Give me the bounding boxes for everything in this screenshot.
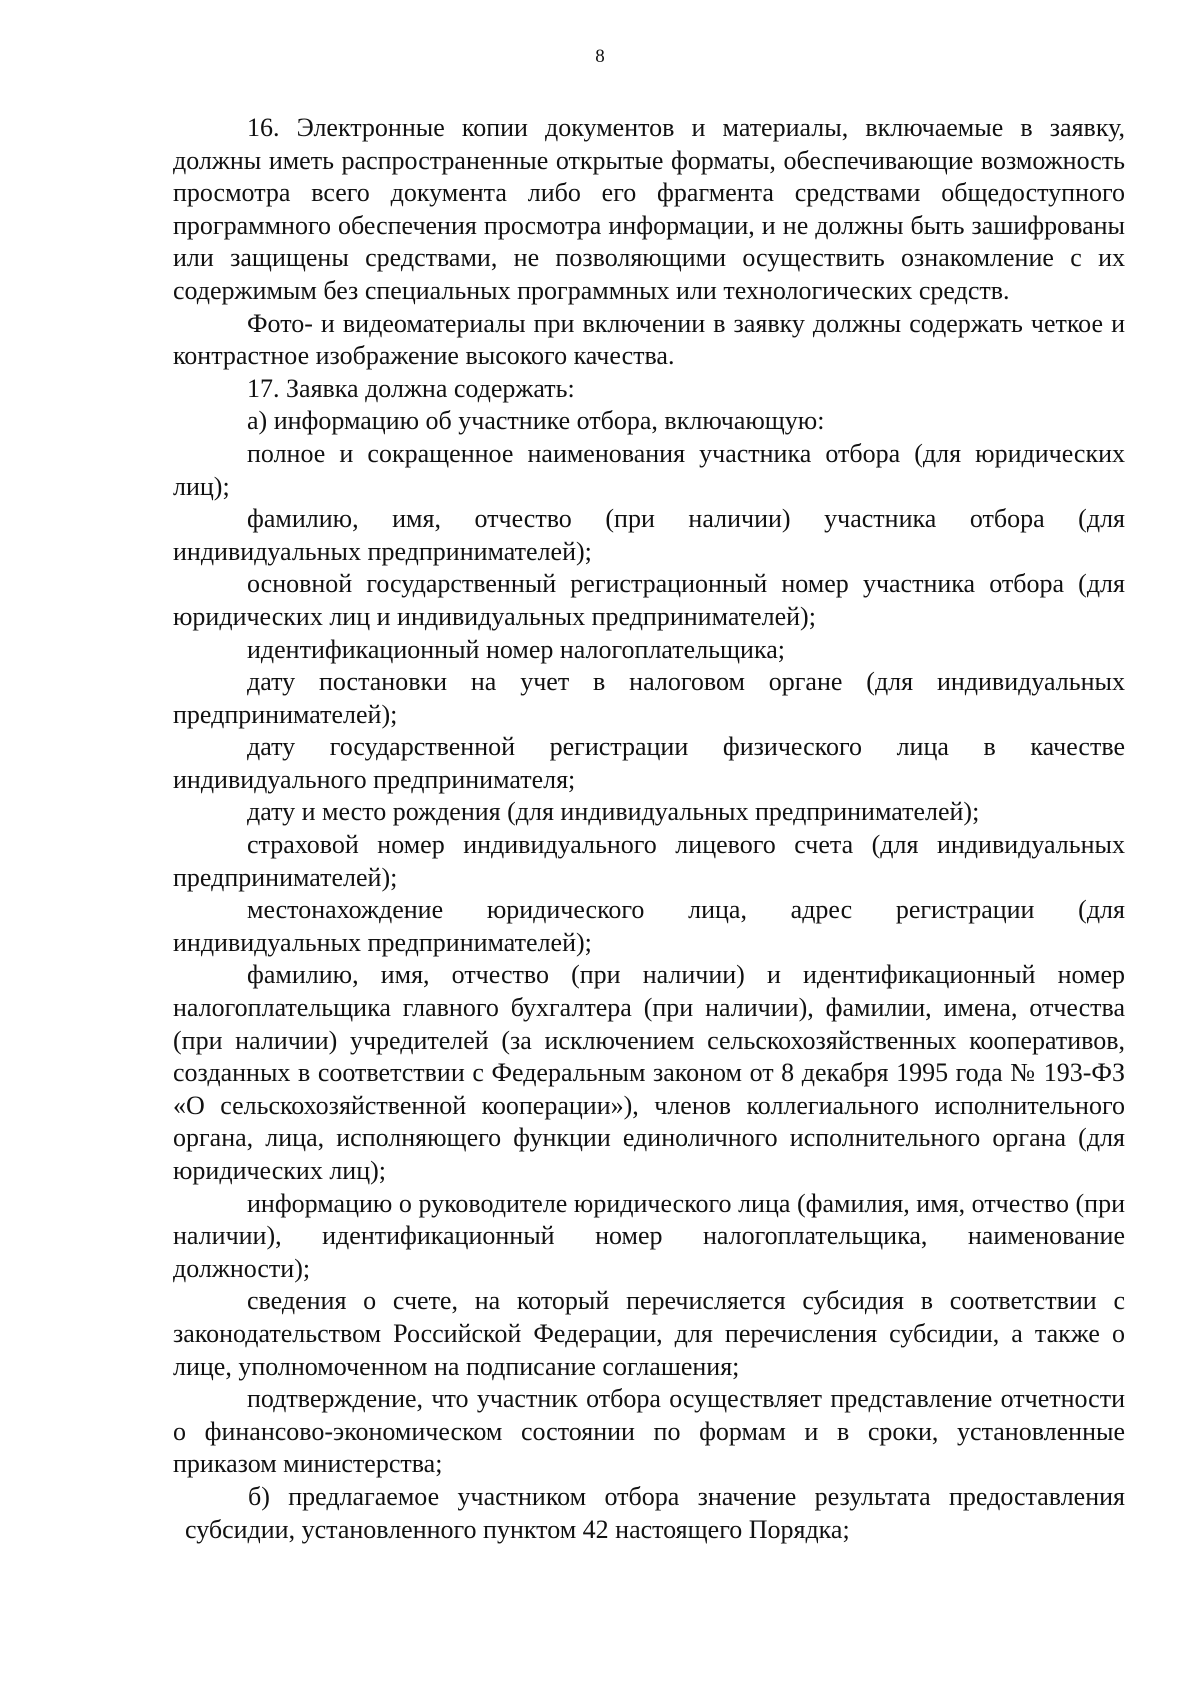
paragraph-tax-registration-date: дату постановки на учет в налоговом органе (для индивидуальных предпринимателей); xyxy=(173,667,1125,729)
paragraph-full-short-name: полное и сокращенное наименования участника отбора (для юридических лиц); xyxy=(173,438,1125,501)
paragraph-state-registration-date: дату государственной регистрации физического лица в качестве индивидуального предпринимателя; xyxy=(173,732,1125,794)
paragraph-snils: страховой номер индивидуального лицевого счета (для индивидуальных предпринимателей); xyxy=(173,830,1125,892)
paragraph-account-details: сведения о счете, на который перечисляется субсидия в соответствии с законодательством Российской Федерации, для перечисления субсидии, а также о лице, уполномоченном на подписание соглашения; xyxy=(173,1286,1125,1381)
paragraph-birth-date-place: дату и место рождения (для индивидуальных предпринимателей); xyxy=(247,797,980,827)
paragraph-location-address: местонахождение юридического лица, адрес регистрации (для индивидуальных предпринимателей); xyxy=(173,895,1125,957)
paragraph-head-info: информацию о руководителе юридического лица (фамилия, имя, отчество (при наличии), идентификационный номер налогоплательщика, наименование должности); xyxy=(173,1188,1125,1283)
document-body xyxy=(173,112,1125,1546)
paragraph-photo-video: Фото- и видеоматериалы при включении в заявку должны содержать четкое и контрастное изображение высокого качества. xyxy=(173,308,1125,371)
paragraph-b-result-value: б) предлагаемое участником отбора значение результата предоставления субсидии, установленного пунктом 42 настоящего Порядка; xyxy=(185,1481,1125,1544)
paragraph-16-electronic-copies: 16. Электронные копии документов и материалы, включаемые в заявку, должны иметь распространенные открытые форматы, обеспечивающие возможность просмотра всего документа либо его фрагмента средствами общедоступного программного обеспечения просмотра информации, и не должны быть зашифрованы или защищены средствами, не позволяющими осуществить ознакомление с их содержимым без специальных программных или технологических средств. xyxy=(173,113,1125,305)
paragraph-a-participant-info: а) информацию об участнике отбора, включающую: xyxy=(247,406,825,436)
page-number: 8 xyxy=(595,46,605,67)
paragraph-accountant-founders: фамилию, имя, отчество (при наличии) и идентификационный номер налогоплательщика главного бухгалтера (при наличии), фамилии, имена, отчества (при наличии) учредителей (за исключением сельскохозяйственных кооперативов, созданных в соответствии с Федеральным законом от 8 декабря 1995 года № 193-ФЗ «О сельскохозяйственной кооперации»), членов коллегиального исполнительного органа, лица, исполняющего функции единоличного исполнительного органа (для юридических лиц); xyxy=(173,960,1125,1185)
paragraph-reporting-confirmation: подтверждение, что участник отбора осуществляет представление отчетности о финансово-экономическом состоянии по формам и в сроки, установленные приказом министерства; xyxy=(173,1384,1125,1479)
paragraph-17-application-contents: 17. Заявка должна содержать: xyxy=(247,373,575,403)
paragraph-ogrn: основной государственный регистрационный номер участника отбора (для юридических лиц и индивидуальных предпринимателей); xyxy=(173,569,1125,631)
paragraph-full-name-ip: фамилию, имя, отчество (при наличии) участника отбора (для индивидуальных предпринимателей); xyxy=(173,504,1125,566)
paragraph-inn: идентификационный номер налогоплательщика; xyxy=(247,634,785,664)
